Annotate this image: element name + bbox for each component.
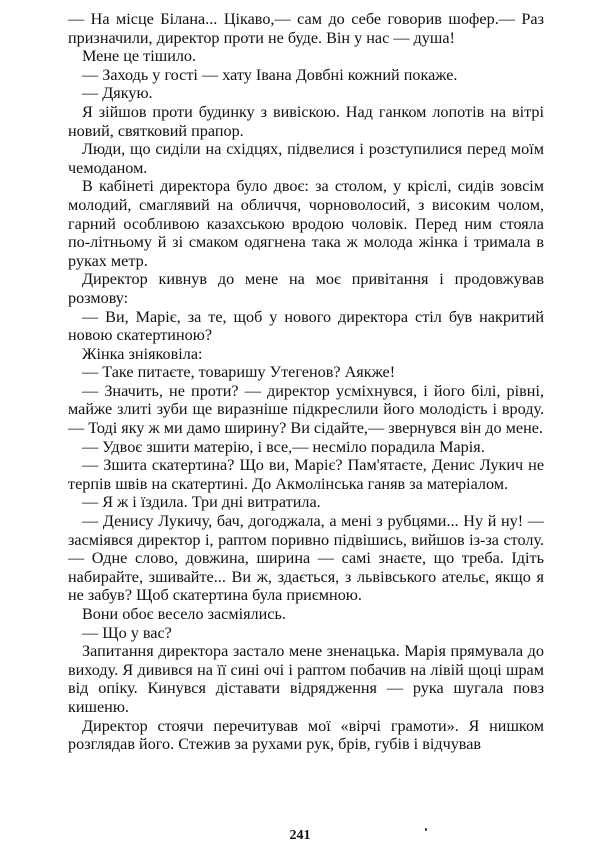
paragraph: — Значить, не проти? — директор усміхнувся, і його білі, рівні, майже злиті зуби ще виразніше підкреслили його молодість і вроду.— Тоді яку ж ми дамо ширину? Ви сідайте,— звернувся він до мене. — [68, 381, 544, 438]
paragraph: Мене це тішило. — [82, 47, 197, 66]
page-number: 241 — [289, 828, 311, 843]
paragraph: Жінка зніяковіла: — [82, 344, 203, 363]
paragraph: Вони обоє весело засміялись. — [82, 605, 286, 623]
paragraph: — Зшита скатертина? Що ви, Маріє? Пам'ятаєте, Денис Лукич не терпів швів на скатертині. До Акмолінська ганяв за матеріалом. — [68, 456, 544, 493]
paragraph: Я зійшов проти будинку з вивіскою. Над ганком лопотів на вітрі новий, святковий прапор. — [68, 102, 544, 140]
paragraph: Директор стоячи перечитував мої «вірчі грамоти». Я нишком розглядав його. Стежив за рухами рук, брів, губів і відчував — [68, 716, 544, 754]
paragraph: — Я ж і їздила. Три дні витратила. — [82, 493, 321, 512]
paragraph: Люди, що сиділи на східцях, підвелися і розступилися перед моїм чемоданом. — [68, 140, 544, 177]
paragraph: — Заходь у гості — хату Івана Довбні кожний покаже. — [82, 65, 458, 84]
paragraph: — Денису Лукичу, бач, догоджала, а мені з рубцями... Ну й ну! — засміявся директор і, раптом поривно підвішись, вийшов із-за столу.— Одне слово, довжина, ширина — самі знаєте, що треба. Ідіть набирайте, зшивайте... Ви ж, здається, з львівського ательє, якщо я не забув? Щоб скатертина була приємною. — [68, 512, 544, 605]
print-speck — [425, 828, 427, 831]
paragraph: Директор кивнув до мене на моє привітання і продовжував розмову: — [68, 270, 544, 307]
paragraph: — Удвоє зшити матерію, і все,— несміло порадила Марія. — [82, 437, 485, 456]
paragraph: — Дякую. — [82, 84, 153, 103]
paragraph: — Таке питаєте, товаришу Утегенов? Аякже! — [82, 363, 396, 382]
page-body — [68, 10, 544, 754]
paragraph: — На місце Білана... Цікаво,— сам до себе говорив шофер.— Раз призначили, директор проти не буде. Він у нас — душа! — [68, 10, 544, 47]
paragraph: В кабінеті директора було двоє: за столом, у кріслі, сидів зовсім молодий, смаглявий на обличчя, чорноволосий, з високим чолом, гарний особливою казахською вродою чоловік. Перед ним стояла по-літньому й зі смаком одягнена така ж молода жінка і тримала в руках метр. — [68, 177, 544, 270]
paragraph: — Ви, Маріє, за те, щоб у нового директора стіл був накритий новою скатертиною? — [68, 307, 544, 345]
paragraph: — Що у вас? — [82, 623, 172, 642]
paragraph: Запитання директора застало мене зненацька. Марія прямувала до виходу. Я дивився на її сині очі і раптом побачив на лівій щоці шрам від опіку. Кинувся діставати відрядження — рука шугала повз кишеню. — [68, 642, 544, 716]
